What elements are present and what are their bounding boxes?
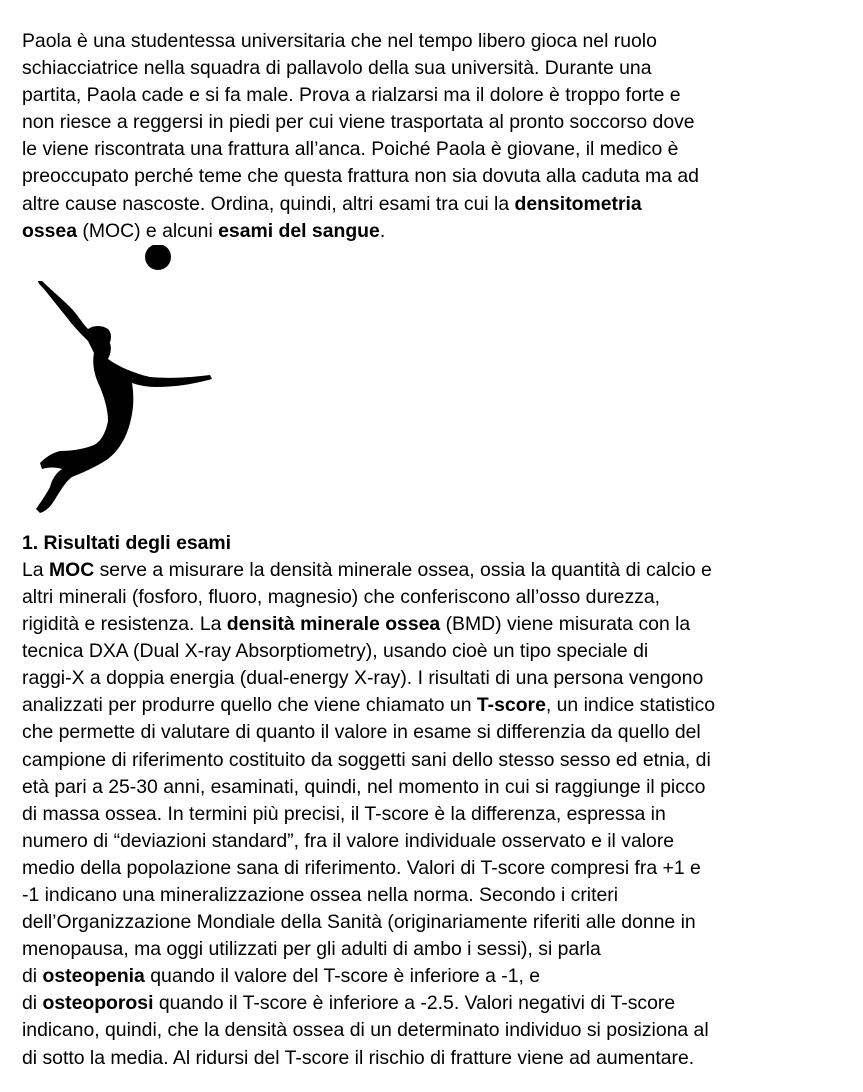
section-text-line	[22, 719, 842, 746]
text-segment: serve a misurare la densità minerale ossea, ossia la quantità di calcio e	[94, 558, 712, 581]
text-segment: tecnica DXA (Dual X-ray Absorptiometry), usando cioè un tipo speciale di	[22, 640, 649, 663]
text-segment: di massa ossea. In termini più precisi, il T-score è la differenza, espressa in	[22, 802, 666, 825]
bold-term: MOC	[48, 558, 95, 581]
intro-text-line	[22, 109, 842, 136]
text-segment: altri minerali (fosforo, fluoro, magnesio) che conferiscono all’osso durezza,	[22, 585, 661, 608]
text-segment: Paola è una studentessa universitaria che nel tempo libero gioca nel ruolo	[22, 30, 657, 52]
section-text-line	[22, 828, 842, 855]
intro-paragraph	[22, 28, 842, 245]
section-text-line	[22, 855, 842, 882]
section-text-line	[22, 557, 842, 584]
bold-term: T-score	[476, 694, 546, 717]
text-segment: menopausa, ma oggi utilizzati per gli adulti di ambo i sessi), si parla	[22, 938, 601, 961]
document-page	[22, 28, 842, 1072]
section-text-line	[22, 909, 842, 936]
section-text-line	[22, 963, 842, 990]
text-segment: .	[379, 219, 386, 242]
bold-term: esami del sangue	[218, 219, 380, 242]
text-segment: , un indice statistico	[545, 694, 716, 717]
volleyball-icon	[145, 245, 171, 270]
text-segment: (MOC) e alcuni	[76, 219, 219, 242]
text-segment: (BMD) viene misurata con la	[440, 613, 691, 636]
intro-text-line	[22, 218, 842, 245]
text-segment: non riesce a reggersi in piedi per cui viene trasportata al pronto soccorso dove	[22, 111, 695, 134]
text-segment: che permette di valutare di quanto il valore in esame si differenzia da quello del	[22, 721, 701, 744]
section-text-line	[22, 882, 842, 909]
text-segment: preoccupato perché teme che questa frattura non sia dovuta alla caduta ma ad	[22, 165, 699, 188]
section-heading: 1. Risultati degli esami	[22, 531, 232, 554]
text-segment: campione di riferimento costituito da soggetti sani dello stesso sesso ed etnia, di	[22, 748, 711, 771]
text-segment: La	[22, 558, 49, 581]
intro-text-line	[22, 28, 842, 55]
text-segment: quando il T-score è inferiore a -2.5. Valori negativi di T-score	[153, 992, 676, 1015]
section-text-line	[22, 692, 842, 719]
text-segment: numero di “deviazioni standard”, fra il valore individuale osservato e il valore	[22, 829, 675, 852]
section-text-line	[22, 611, 842, 638]
text-segment: età pari a 25-30 anni, esaminati, quindi, nel momento in cui si raggiunge il picco	[22, 775, 706, 798]
section-text-line	[22, 990, 842, 1017]
section-text-line	[22, 936, 842, 963]
text-segment: rigidità e resistenza. La	[22, 613, 227, 636]
section-text-line	[22, 1045, 842, 1072]
section-text-line	[22, 638, 842, 665]
section-text-line	[22, 584, 842, 611]
text-segment: -1 indicano una mineralizzazione ossea nella norma. Secondo i criteri	[22, 883, 619, 906]
text-segment: indicano, quindi, che la densità ossea di un determinato individuo si posiziona al	[22, 1019, 709, 1042]
bold-term: ossea	[22, 219, 77, 242]
bold-term: osteopenia	[42, 965, 145, 988]
section-text-line	[22, 801, 842, 828]
intro-text-line	[22, 55, 842, 82]
section-text-line	[22, 747, 842, 774]
section-paragraph	[22, 557, 842, 1072]
text-segment: schiacciatrice nella squadra di pallavolo della sua università. Durante una	[22, 57, 652, 80]
text-segment: di	[22, 965, 43, 988]
text-segment: raggi-X a doppia energia (dual-energy X-ray). I risultati di una persona vengono	[22, 667, 704, 690]
text-segment: medio della popolazione sana di riferimento. Valori di T-score compresi fra +1 e	[22, 856, 701, 879]
bold-term: osteoporosi	[42, 992, 154, 1015]
text-segment: altre cause nascoste. Ordina, quindi, altri esami tra cui la	[22, 192, 515, 215]
text-segment: le viene riscontrata una frattura all’anca. Poiché Paola è giovane, il medico è	[22, 138, 679, 161]
text-segment: quando il valore del T-score è inferiore a -1, e	[144, 965, 541, 988]
intro-text-line	[22, 163, 842, 190]
intro-text-line	[22, 82, 842, 109]
section-text-line	[22, 665, 842, 692]
volleyball-player-silhouette-icon	[22, 245, 252, 530]
text-segment: partita, Paola cade e si fa male. Prova a rialzarsi ma il dolore è troppo forte e	[22, 84, 681, 107]
intro-text-line	[22, 191, 842, 218]
text-segment: di	[22, 992, 43, 1015]
section-text-line	[22, 1017, 842, 1044]
text-segment: dell’Organizzazione Mondiale della Sanità (originariamente riferiti alle donne in	[22, 911, 696, 934]
intro-text-line	[22, 136, 842, 163]
bold-term: densitometria	[514, 192, 642, 215]
text-segment: di sotto la media. Al ridursi del T-score il rischio di fratture viene ad aumentare.	[22, 1046, 695, 1069]
bold-term: densità minerale ossea	[226, 613, 441, 636]
text-segment: analizzati per produrre quello che viene chiamato un	[22, 694, 477, 717]
figure	[22, 245, 842, 530]
section-text-line	[22, 774, 842, 801]
